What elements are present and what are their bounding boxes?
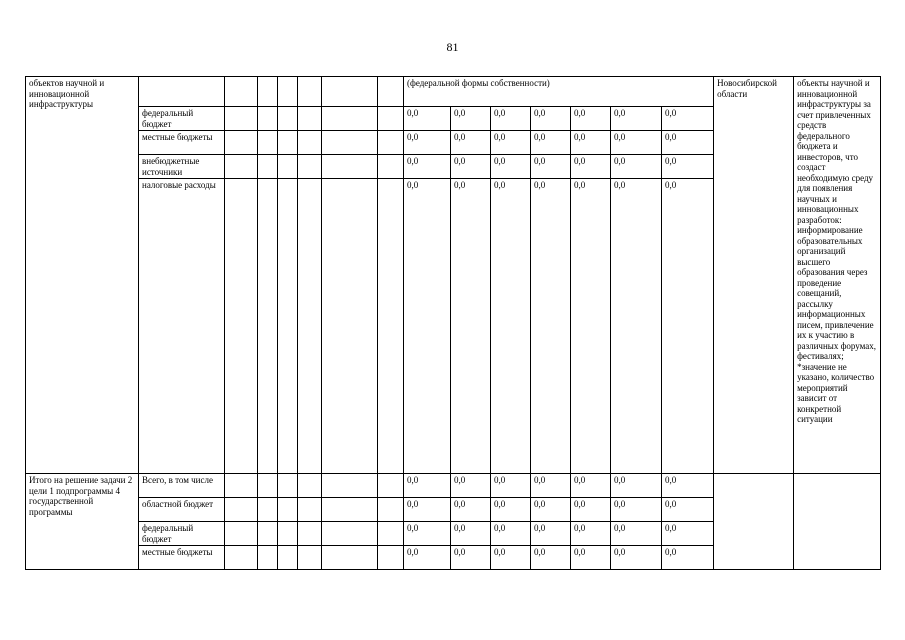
value-cell: 0,0 [531, 474, 571, 498]
empty-cell [258, 179, 278, 474]
value-cell: 0,0 [571, 522, 611, 546]
value-cell: 0,0 [662, 155, 714, 179]
value-cell: 0,0 [531, 546, 571, 570]
value-cell: 0,0 [611, 179, 662, 474]
section2-executor [714, 474, 794, 570]
value-cell: 0,0 [451, 155, 491, 179]
value-cell: 0,0 [491, 546, 531, 570]
value-cell: 0,0 [531, 522, 571, 546]
value-cell: 0,0 [611, 498, 662, 522]
value-cell: 0,0 [491, 107, 531, 131]
empty-cell [322, 77, 378, 107]
value-cell: 0,0 [491, 474, 531, 498]
empty-cell [278, 474, 298, 498]
section1-header-row [26, 77, 881, 107]
value-cell: 0,0 [451, 131, 491, 155]
value-cell: 0,0 [491, 179, 531, 474]
value-cell: 0,0 [611, 107, 662, 131]
value-cell: 0,0 [404, 522, 451, 546]
value-cell: 0,0 [491, 155, 531, 179]
empty-cell [278, 522, 298, 546]
empty-cell [225, 474, 258, 498]
source-cell: налоговые расходы [139, 179, 225, 474]
page-number: 81 [446, 40, 459, 54]
empty-cell [278, 131, 298, 155]
empty-cell [258, 522, 278, 546]
value-cell: 0,0 [571, 155, 611, 179]
value-cell: 0,0 [451, 498, 491, 522]
empty-cell [322, 131, 378, 155]
empty-cell [258, 498, 278, 522]
value-cell: 0,0 [404, 155, 451, 179]
empty-cell [225, 498, 258, 522]
empty-cell [225, 155, 258, 179]
value-cell: 0,0 [491, 131, 531, 155]
value-cell: 0,0 [571, 107, 611, 131]
empty-cell [225, 546, 258, 570]
value-cell: 0,0 [404, 131, 451, 155]
empty-cell [322, 474, 378, 498]
empty-cell [225, 522, 258, 546]
value-cell: 0,0 [662, 546, 714, 570]
empty-cell [378, 522, 404, 546]
value-cell: 0,0 [662, 474, 714, 498]
empty-cell [322, 498, 378, 522]
section2-result [794, 474, 881, 570]
empty-cell [322, 179, 378, 474]
empty-cell [278, 179, 298, 474]
value-cell: 0,0 [662, 179, 714, 474]
empty-cell [378, 155, 404, 179]
value-cell: 0,0 [571, 131, 611, 155]
empty-cell [298, 546, 322, 570]
empty-cell [322, 155, 378, 179]
source-cell: федеральный бюджет [139, 522, 225, 546]
empty-cell [258, 131, 278, 155]
source-cell: местные бюджеты [139, 131, 225, 155]
value-cell: 0,0 [491, 522, 531, 546]
section1-name: объектов научной и инновационной инфраструктуры [29, 78, 105, 109]
empty-cell [278, 107, 298, 131]
empty-cell [378, 131, 404, 155]
value-cell: 0,0 [571, 474, 611, 498]
empty-cell [378, 546, 404, 570]
value-cell: 0,0 [531, 107, 571, 131]
empty-cell [258, 77, 278, 107]
section1-executor: Новосибирской области [714, 77, 794, 474]
value-cell: 0,0 [611, 131, 662, 155]
value-cell: 0,0 [571, 498, 611, 522]
value-cell: 0,0 [611, 155, 662, 179]
empty-cell [298, 155, 322, 179]
empty-cell [225, 131, 258, 155]
empty-cell [322, 107, 378, 131]
empty-cell [298, 107, 322, 131]
source-cell: федеральный бюджет [139, 107, 225, 131]
value-cell: 0,0 [611, 546, 662, 570]
section2-name-cell [26, 474, 139, 570]
value-cell: 0,0 [404, 498, 451, 522]
section1-header-note: (федеральной формы собственности) [404, 77, 714, 107]
value-cell: 0,0 [491, 498, 531, 522]
value-cell: 0,0 [662, 498, 714, 522]
empty-cell [139, 77, 225, 107]
value-cell: 0,0 [404, 474, 451, 498]
empty-cell [298, 179, 322, 474]
empty-cell [378, 179, 404, 474]
value-cell: 0,0 [451, 179, 491, 474]
empty-cell [278, 77, 298, 107]
value-cell: 0,0 [611, 474, 662, 498]
section2-name: Итого на решение задачи 2 цели 1 подпрограммы 4 государственной программы [29, 475, 133, 517]
value-cell: 0,0 [451, 474, 491, 498]
empty-cell [258, 107, 278, 131]
empty-cell [322, 546, 378, 570]
value-cell: 0,0 [451, 546, 491, 570]
empty-cell [225, 179, 258, 474]
empty-cell [225, 77, 258, 107]
empty-cell [258, 155, 278, 179]
value-cell: 0,0 [662, 522, 714, 546]
section1-result: объекты научной и инновационной инфраструктуры за счет привлеченных средств федерального бюджета и инвесторов, что создаст необходимую среду для появления научных и инновационных разработок: информирование образовательных организаций высшего образования через проведение совещаний, рассылку информационных писем, привлечение их к участию в различных форумах, фестивалях; *значение не указано, количество мероприятий зависит от конкретной ситуации [794, 77, 881, 474]
empty-cell [322, 522, 378, 546]
empty-cell [378, 474, 404, 498]
empty-cell [298, 77, 322, 107]
value-cell: 0,0 [404, 107, 451, 131]
empty-cell [378, 498, 404, 522]
value-cell: 0,0 [531, 179, 571, 474]
value-cell: 0,0 [662, 131, 714, 155]
value-cell: 0,0 [571, 546, 611, 570]
section1-name-cell [26, 77, 139, 474]
empty-cell [258, 546, 278, 570]
source-cell: Всего, в том числе [139, 474, 225, 498]
value-cell: 0,0 [531, 131, 571, 155]
empty-cell [258, 474, 278, 498]
program-table [25, 76, 881, 570]
value-cell: 0,0 [531, 155, 571, 179]
table-row [26, 474, 881, 498]
value-cell: 0,0 [404, 179, 451, 474]
empty-cell [278, 546, 298, 570]
empty-cell [278, 155, 298, 179]
value-cell: 0,0 [531, 498, 571, 522]
empty-cell [298, 522, 322, 546]
empty-cell [278, 498, 298, 522]
source-cell: местные бюджеты [139, 546, 225, 570]
empty-cell [298, 131, 322, 155]
value-cell: 0,0 [662, 107, 714, 131]
empty-cell [225, 107, 258, 131]
empty-cell [298, 474, 322, 498]
value-cell: 0,0 [571, 179, 611, 474]
empty-cell [378, 77, 404, 107]
value-cell: 0,0 [404, 546, 451, 570]
source-cell: внебюджетные источники [139, 155, 225, 179]
empty-cell [298, 498, 322, 522]
value-cell: 0,0 [451, 522, 491, 546]
value-cell: 0,0 [611, 522, 662, 546]
value-cell: 0,0 [451, 107, 491, 131]
empty-cell [378, 107, 404, 131]
source-cell: областной бюджет [139, 498, 225, 522]
